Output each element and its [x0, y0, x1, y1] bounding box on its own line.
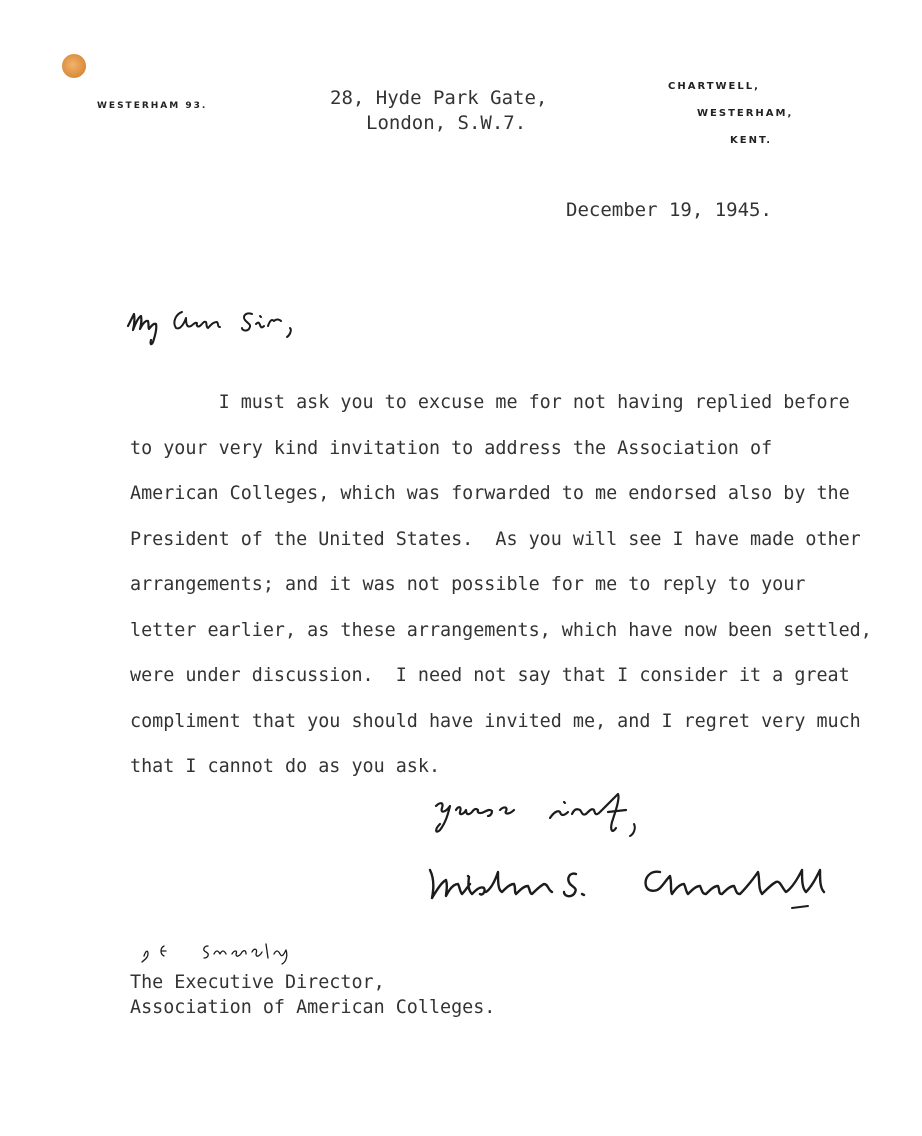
- letter-date: December 19, 1945.: [566, 199, 772, 221]
- pencil-notation: [136, 936, 336, 966]
- addressee-block: [130, 970, 495, 1020]
- handwritten-signature: [424, 848, 844, 918]
- body-line: to your very kind invitation to address the Association of: [130, 437, 773, 459]
- addressee-line-2: Association of American Colleges.: [130, 997, 496, 1018]
- letterhead-phone: WESTERHAM 93.: [97, 101, 208, 111]
- address-line-1: 28, Hyde Park Gate,: [330, 87, 548, 109]
- body-line: President of the United States. As you will see I have made other: [130, 528, 861, 550]
- body-line: arrangements; and it was not possible for me to reply to your: [130, 574, 806, 595]
- handwritten-closing: [430, 788, 710, 848]
- wax-seal-mark: [62, 54, 86, 78]
- body-line: letter earlier, as these arrangements, which have now been settled,: [130, 619, 872, 641]
- body-line: were under discussion. I need not say that I consider it a great: [130, 665, 850, 686]
- address-line-2: London, S.W.7.: [366, 112, 527, 134]
- handwritten-salutation: [124, 300, 334, 350]
- body-line: compliment that you should have invited me, and I regret very much: [130, 710, 861, 732]
- body-line: I must ask you to excuse me for not having replied before: [130, 392, 850, 413]
- body-line: American Colleges, which was forwarded to me endorsed also by the: [130, 483, 850, 504]
- estate-line-3: KENT.: [730, 135, 773, 146]
- estate-line-1: CHARTWELL,: [668, 81, 760, 92]
- addressee-line-1: The Executive Director,: [130, 972, 385, 993]
- letter-body: [130, 380, 922, 790]
- letterhead-address: [330, 86, 547, 136]
- body-line: that I cannot do as you ask.: [130, 756, 441, 777]
- estate-line-2: WESTERHAM,: [697, 108, 794, 119]
